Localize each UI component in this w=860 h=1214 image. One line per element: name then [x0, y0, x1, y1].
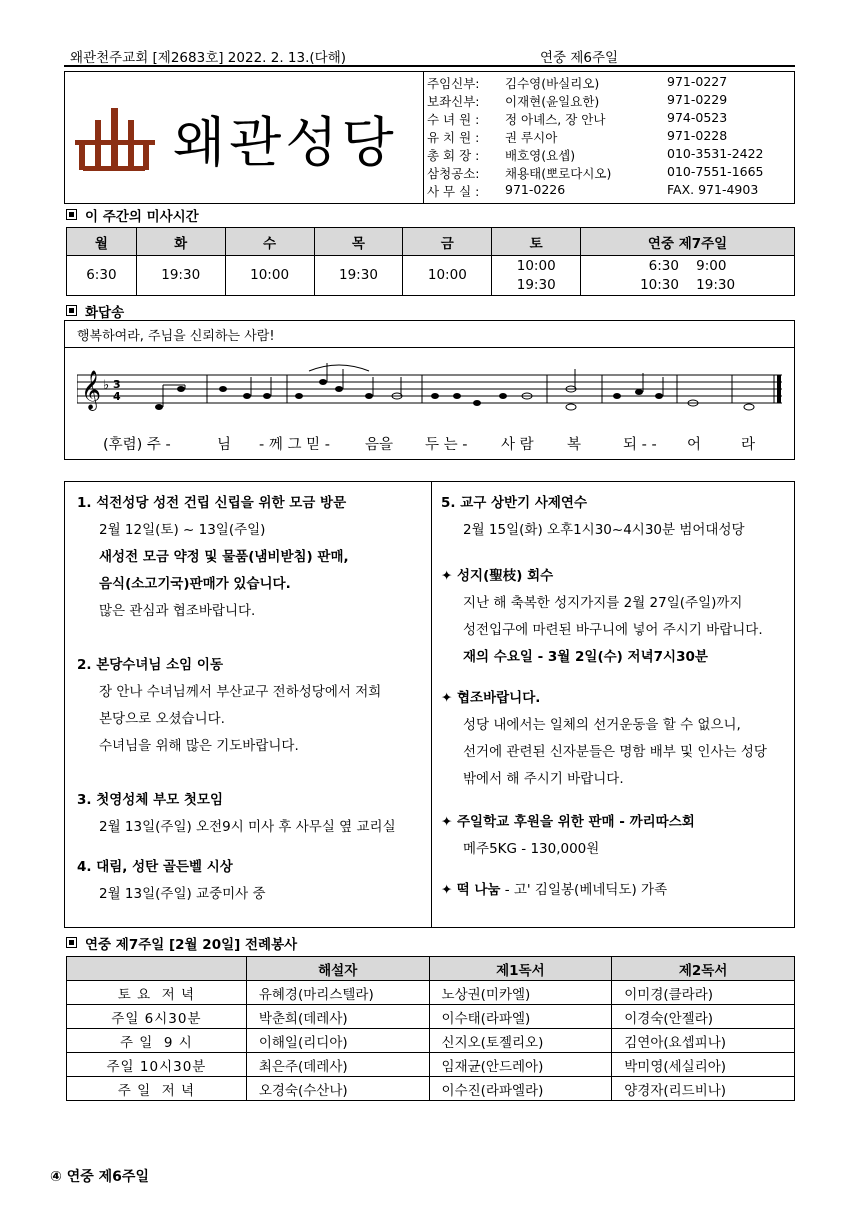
staff-name: 권 루시아 — [505, 130, 558, 145]
parish-info-box — [64, 71, 795, 204]
svg-text:𝄞: 𝄞 — [81, 370, 102, 410]
announcement-1-title: 1. 석전성당 성전 건립 신립을 위한 모금 방문 — [77, 495, 347, 511]
duty-reader-name: 박미영(세실리아) — [612, 1053, 795, 1077]
duty-column-header: 제2독서 — [612, 957, 795, 981]
notice-palm-title: 성지(聖枝) 회수 — [457, 568, 554, 584]
duty-reader-name: 양경자(리드비나) — [612, 1077, 795, 1101]
mass-day-header: 화 — [136, 228, 225, 256]
duty-mass-label: 주 일 9 시 — [67, 1029, 247, 1053]
staff-role: 보좌신부: — [427, 94, 480, 109]
mass-time-cell: 19:30 — [136, 256, 225, 296]
duty-reader-name: 이해일(리디아) — [246, 1029, 429, 1053]
announcements-right-column — [441, 490, 791, 904]
column-divider — [431, 482, 432, 927]
lyric-syllable: 되 - - — [623, 437, 657, 453]
announcement-text: 밖에서 해 주시기 바랍니다. — [463, 771, 624, 787]
announcement-text: 장 안나 수녀님께서 부산교구 전하성당에서 저희 — [99, 684, 382, 700]
announcement-text: 선거에 관련된 신자분들은 명함 배부 및 인사는 성당 — [463, 744, 767, 760]
staff-phone: 010-7551-1665 — [667, 164, 764, 179]
staff-row — [427, 146, 792, 164]
announcement-text: 지난 해 축복한 성지가지를 2월 27일(주일)까지 — [463, 595, 743, 611]
diamond-bullet-icon: ✦ — [441, 690, 453, 706]
duty-reader-name: 오경숙(수산나) — [246, 1077, 429, 1101]
mass-time-cell: 6:30 — [67, 256, 137, 296]
table-row — [67, 1029, 795, 1053]
announcement-text: 새성전 모금 약정 및 물품(냄비받침) 판매, — [99, 549, 349, 565]
header-rule — [64, 65, 795, 67]
staff-row — [427, 164, 792, 182]
page-footer: ④ 연중 제6주일 — [50, 1169, 149, 1185]
duty-reader-name: 이경숙(안젤라) — [612, 1005, 795, 1029]
section-mass-times-title — [66, 205, 199, 225]
section-title-text: 화답송 — [85, 305, 125, 321]
staff-phone: 971-0227 — [667, 74, 728, 89]
responsorial-psalm-box — [64, 320, 795, 460]
duty-reader-name: 유혜경(마리스텔라) — [246, 981, 429, 1005]
diamond-bullet-icon: ✦ — [441, 882, 453, 898]
staff-row — [427, 74, 792, 92]
section-title-text: 연중 제7주일 [2월 20일] 전례봉사 — [85, 937, 298, 953]
bulletin-header — [64, 46, 795, 64]
svg-text:3: 3 — [113, 378, 121, 391]
staff-row — [427, 92, 792, 110]
mass-day-header: 토 — [492, 228, 581, 256]
mass-day-header: 금 — [403, 228, 492, 256]
staff-phone: 971-0229 — [667, 92, 728, 107]
announcement-text: 재의 수요일 - 3월 2일(수) 저녁7시30분 — [463, 649, 708, 665]
notice-cooperation-title: 협조바랍니다. — [457, 690, 541, 706]
square-bullet-icon — [66, 305, 77, 316]
staff-name: 김수영(바실리오) — [505, 76, 600, 91]
lyric-syllable: - 께 그 믿 - — [259, 437, 330, 453]
announcement-text: 많은 관심과 협조바랍니다. — [99, 603, 256, 619]
psalm-refrain-text: 행복하여라, 주님을 신뢰하는 사람! — [77, 329, 275, 344]
staff-row — [427, 110, 792, 128]
section-title-text: 이 주간의 미사시간 — [85, 209, 199, 225]
duty-reader-name: 노상권(미카엘) — [429, 981, 612, 1005]
square-bullet-icon — [66, 209, 77, 220]
staff-directory — [427, 74, 792, 200]
notice-sale-title: 주일학교 후원을 위한 판매 - 까리따스회 — [457, 814, 695, 830]
table-row — [67, 1005, 795, 1029]
staff-name: 971-0226 — [505, 182, 566, 197]
duty-mass-label: 주 일 저 녁 — [67, 1077, 247, 1101]
mass-day-header: 목 — [314, 228, 403, 256]
duty-column-header: 제1독서 — [429, 957, 612, 981]
section-liturgy-duty-title — [66, 933, 297, 953]
staff-name: 이재현(윤일요한) — [505, 94, 600, 109]
announcement-text: 성전입구에 마련된 바구니에 넣어 주시기 바랍니다. — [463, 622, 763, 638]
lyric-syllable: (후렴) 주 - — [103, 437, 171, 453]
staff-role: 유 치 원 : — [427, 130, 480, 145]
staff-phone: FAX. 971-4903 — [667, 182, 759, 197]
announcement-5-title: 5. 교구 상반기 사제연수 — [441, 495, 587, 511]
announcement-text: 음식(소고기국)판매가 있습니다. — [99, 576, 291, 592]
staff-role: 사 무 실 : — [427, 184, 480, 199]
diamond-bullet-icon: ✦ — [441, 814, 453, 830]
staff-phone: 974-0523 — [667, 110, 728, 125]
duty-mass-label: 토 요 저 녁 — [67, 981, 247, 1005]
duty-reader-name: 김연아(요셉피나) — [612, 1029, 795, 1053]
duty-reader-name: 최은주(데레사) — [246, 1053, 429, 1077]
announcement-text: 메주5KG - 130,000원 — [463, 841, 600, 857]
announcement-text: 본당으로 오셨습니다. — [99, 711, 225, 727]
mass-time-cell: 19:30 — [314, 256, 403, 296]
announcement-text: 성당 내에서는 일체의 선거운동을 할 수 없으니, — [463, 717, 741, 733]
table-row — [67, 1053, 795, 1077]
duty-mass-label: 주일 6시30분 — [67, 1005, 247, 1029]
duty-reader-name: 이수진(라파엘라) — [429, 1077, 612, 1101]
parish-name-logo: 왜관성당 — [173, 111, 398, 174]
announcement-text: 2월 13일(주일) 교중미사 중 — [99, 886, 266, 902]
staff-name: 채용태(뽀로다시오) — [505, 166, 612, 181]
announcement-text: 2월 15일(화) 오후1시30~4시30분 범어대성당 — [463, 522, 745, 538]
bulletin-issue: 왜관천주교회 [제2683호] 2022. 2. 13.(다해) — [70, 50, 346, 66]
lyric-syllable: 사 람 — [501, 437, 534, 453]
lyric-syllable: 어 — [687, 437, 702, 453]
mass-times-table — [66, 227, 795, 296]
announcements-box — [64, 481, 795, 928]
duty-column-header — [67, 957, 247, 981]
mass-time-cell: 10:00 19:30 — [492, 256, 581, 296]
table-row — [67, 1077, 795, 1101]
staff-role: 총 회 장 : — [427, 148, 480, 163]
liturgical-day: 연중 제6주일 — [540, 50, 619, 66]
lyric-syllable: 님 — [217, 437, 232, 453]
music-staff-icon — [77, 361, 782, 431]
notice-ricecake-title: 떡 나눔 — [456, 882, 501, 898]
mass-time-cell: 10:00 — [403, 256, 492, 296]
announcement-3-title: 3. 첫영성체 부모 첫모임 — [77, 792, 223, 808]
lyric-syllable: 음을 — [365, 437, 394, 453]
duty-reader-name: 이미경(클라라) — [612, 981, 795, 1005]
mass-day-header: 월 — [67, 228, 137, 256]
svg-text:♭: ♭ — [103, 378, 110, 393]
announcement-4-title: 4. 대림, 성탄 골든벨 시상 — [77, 859, 233, 875]
announcement-text: 2월 13일(주일) 오전9시 미사 후 사무실 옆 교리실 — [99, 819, 396, 835]
staff-row — [427, 182, 792, 200]
duty-reader-name: 이수태(라파엘) — [429, 1005, 612, 1029]
psalm-divider — [65, 347, 794, 348]
staff-role: 수 녀 원 : — [427, 112, 480, 127]
duty-reader-name: 임재균(안드레아) — [429, 1053, 612, 1077]
mass-time-cell: 10:00 — [225, 256, 314, 296]
announcement-text: 2월 12일(토) ~ 13일(주일) — [99, 522, 266, 538]
section-psalm-title — [66, 301, 124, 321]
diamond-bullet-icon: ✦ — [441, 568, 453, 584]
mass-day-header: 수 — [225, 228, 314, 256]
announcement-2-title: 2. 본당수녀님 소임 이동 — [77, 657, 223, 673]
staff-phone: 010-3531-2422 — [667, 146, 764, 161]
duty-reader-name: 신지오(토젤리오) — [429, 1029, 612, 1053]
svg-text:4: 4 — [113, 390, 121, 403]
announcements-left-column — [77, 490, 427, 908]
church-emblem-icon — [75, 100, 165, 180]
duty-mass-label: 주일 10시30분 — [67, 1053, 247, 1077]
staff-name: 배호영(요셉) — [505, 148, 576, 163]
duty-reader-name: 박춘희(데레사) — [246, 1005, 429, 1029]
lyric-syllable: 복 — [567, 437, 582, 453]
lyric-syllable: 라 — [741, 437, 756, 453]
mass-time-cell: 6:30 9:00 10:30 19:30 — [581, 256, 795, 296]
staff-role: 삼청공소: — [427, 166, 480, 181]
staff-role: 주임신부: — [427, 76, 480, 91]
parish-logo — [65, 72, 424, 203]
staff-name: 정 아녜스, 장 안나 — [505, 112, 606, 127]
staff-row — [427, 128, 792, 146]
duty-column-header: 해설자 — [246, 957, 429, 981]
liturgy-duty-table — [66, 956, 795, 1101]
mass-day-header: 연중 제7주일 — [581, 228, 795, 256]
staff-phone: 971-0228 — [667, 128, 728, 143]
announcement-text: - 고' 김일봉(베네딕도) 가족 — [500, 882, 668, 898]
square-bullet-icon — [66, 937, 77, 948]
table-row — [67, 981, 795, 1005]
lyric-syllable: 두 는 - — [425, 437, 468, 453]
announcement-text: 수녀님을 위해 많은 기도바랍니다. — [99, 738, 299, 754]
